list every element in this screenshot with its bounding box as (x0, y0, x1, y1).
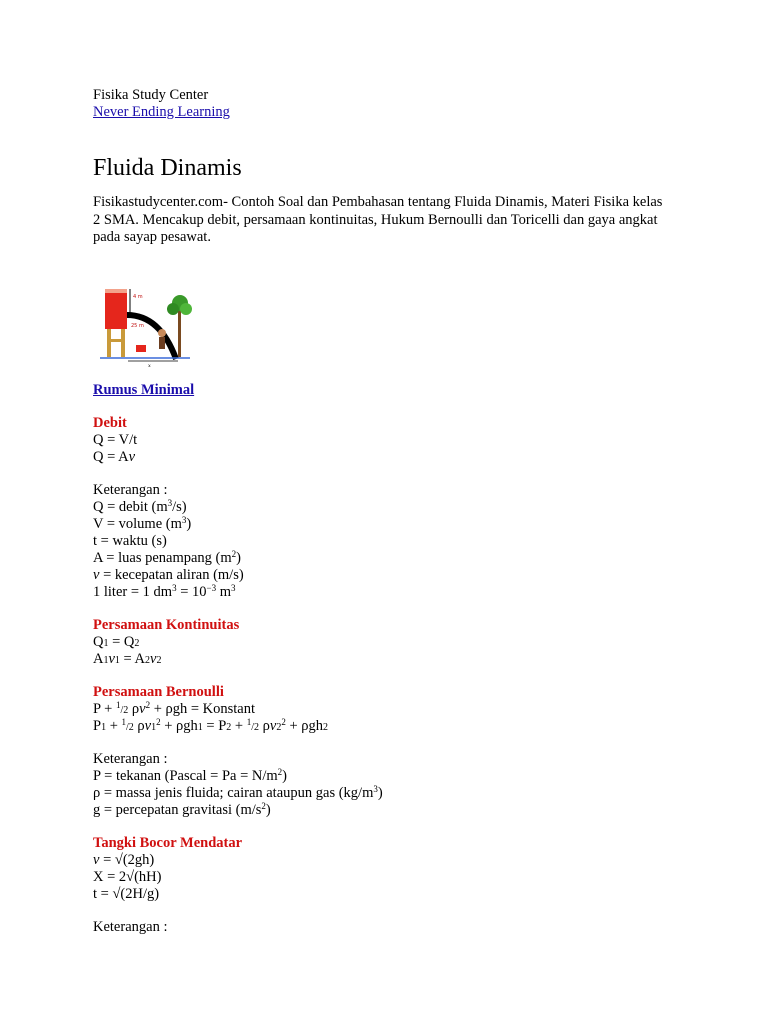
page-title: Fluida Dinamis (93, 155, 242, 181)
tangki-heading: Tangki Bocor Mendatar (93, 835, 243, 851)
tangki-formula-v: v = √(2gh) (93, 852, 155, 868)
intro-paragraph: Fisikastudycenter.com- Contoh Soal dan Pembahasan tentang Fluida Dinamis, Materi Fisika kelas 2 SMA. Mencakup debit, persamaan kontinuitas, Hukum Bernoulli dan Toricelli dan gaya angkat pada sayap pesawat. (93, 194, 663, 245)
debit-heading: Debit (93, 415, 127, 431)
definition-volume: V = volume $(m^3)$ (93, 515, 192, 532)
tangki-formula-t: t = √(2H/g) (93, 886, 160, 902)
definition-gravitasi: g = percepatan gravitasi $(m/s^2)$ (93, 801, 271, 818)
kontinuitas-formula-1: Q1 = Q2 (93, 634, 140, 650)
definition-kecepatan: v = kecepatan aliran (m/s) (93, 567, 244, 583)
leaking-tank-illustration (100, 287, 200, 367)
definition-waktu: t = waktu (s) (93, 533, 167, 549)
bernoulli-heading: Persamaan Bernoulli (93, 684, 224, 700)
debit-formula-2: Q = Av (93, 449, 136, 465)
definition-debit: Q = debit $(m^3/s)$ (93, 498, 187, 515)
liter-conversion: 1 liter = 1 $dm^3 = 10^{-3}$ $m^3$ (93, 583, 236, 600)
figure-label-x: x (148, 363, 151, 367)
definition-luas: A = luas penampang $(m^2)$ (93, 549, 241, 566)
bernoulli-formula-1: P + $^1$/2 $\rho v^2 + \rho gh$ = Konstant (93, 700, 256, 717)
debit-formula-1: Q = V/t (93, 432, 138, 448)
site-name: Fisika Study Center (93, 87, 209, 103)
bernoulli-formula-2: P1 + $^1$/2 $\rho v1^2 + \rho gh1 = P2 + ^1/2$ $\rho v2^2 + \rho gh2$ (93, 717, 328, 734)
figure-label-height-mid: 25 m (131, 323, 144, 329)
tagline-link[interactable]: Never Ending Learning (93, 104, 230, 120)
keterangan-label-2: Keterangan : (93, 751, 168, 767)
kontinuitas-formula-2: A1v1 = A2v2 (93, 651, 162, 667)
definition-massa-jenis: ρ = massa jenis fluida; cairan ataupun gas $(kg/m^3)$ (93, 784, 383, 801)
kontinuitas-heading: Persamaan Kontinuitas (93, 617, 240, 633)
keterangan-label-3: Keterangan : (93, 919, 168, 935)
figure-label-height-top: 4 m (133, 294, 143, 300)
definition-tekanan: P = tekanan (Pascal = $Pa = N/m^2$) (93, 767, 288, 784)
keterangan-label-1: Keterangan : (93, 482, 168, 498)
rumus-minimal-link[interactable]: Rumus Minimal (93, 382, 195, 398)
tangki-formula-x: X = 2√(hH) (93, 869, 162, 885)
